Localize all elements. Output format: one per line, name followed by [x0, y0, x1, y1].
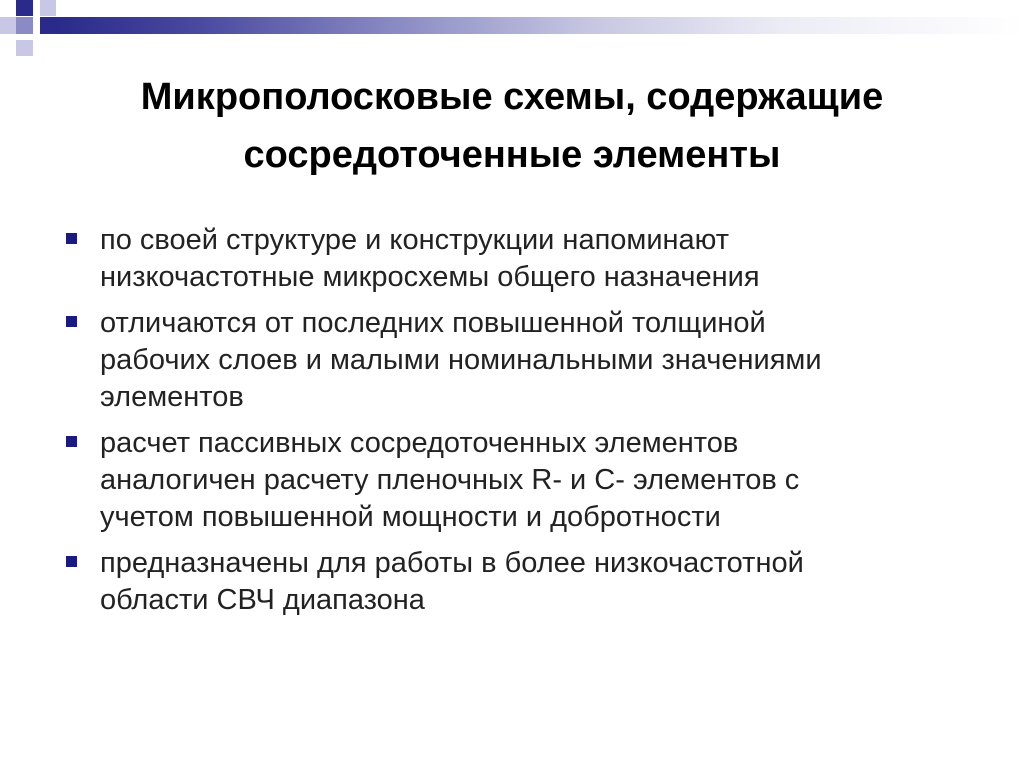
decor-square — [0, 17, 16, 34]
slide-title-line: сосредоточенные элементы — [243, 134, 781, 176]
bullet-line: рабочих слоев и малыми номинальными значениями — [100, 344, 822, 376]
bullet-list — [60, 222, 980, 628]
bullet-line: низкочастотные микросхемы общего назначения — [100, 261, 760, 293]
header-gradient-band — [56, 17, 1024, 34]
slide-title-line: Микрополосковые схемы, содержащие — [140, 76, 884, 118]
bullet-line: учетом повышенной мощности и добротности — [100, 501, 721, 533]
bullet-line: отличаются от последних повышенной толщиной — [100, 307, 766, 339]
slide-title — [40, 68, 984, 184]
bullet-line: по своей структуре и конструкции напоминают — [100, 224, 730, 256]
square-bullet-icon — [66, 233, 77, 244]
bullet-line: области СВЧ диапазона — [100, 584, 425, 616]
square-bullet-icon — [66, 556, 77, 567]
decor-square — [16, 40, 33, 56]
bullet-line: предназначены для работы в более низкочастотной — [100, 547, 804, 579]
bullet-item — [60, 545, 980, 619]
bullet-item — [60, 222, 980, 296]
square-bullet-icon — [66, 436, 77, 447]
bullet-text — [100, 545, 980, 619]
decor-square — [16, 17, 33, 34]
decor-square — [16, 0, 33, 16]
decor-square — [40, 0, 56, 16]
bullet-line: аналогичен расчету пленочных R- и C- элементов с — [100, 464, 800, 496]
bullet-text — [100, 305, 980, 416]
decor-square — [40, 17, 56, 34]
bullet-line: расчет пассивных сосредоточенных элементов — [100, 427, 739, 459]
bullet-text — [100, 222, 980, 296]
bullet-text — [100, 425, 980, 536]
bullet-item — [60, 425, 980, 536]
square-bullet-icon — [66, 316, 77, 327]
bullet-line: элементов — [100, 381, 244, 413]
bullet-item — [60, 305, 980, 416]
